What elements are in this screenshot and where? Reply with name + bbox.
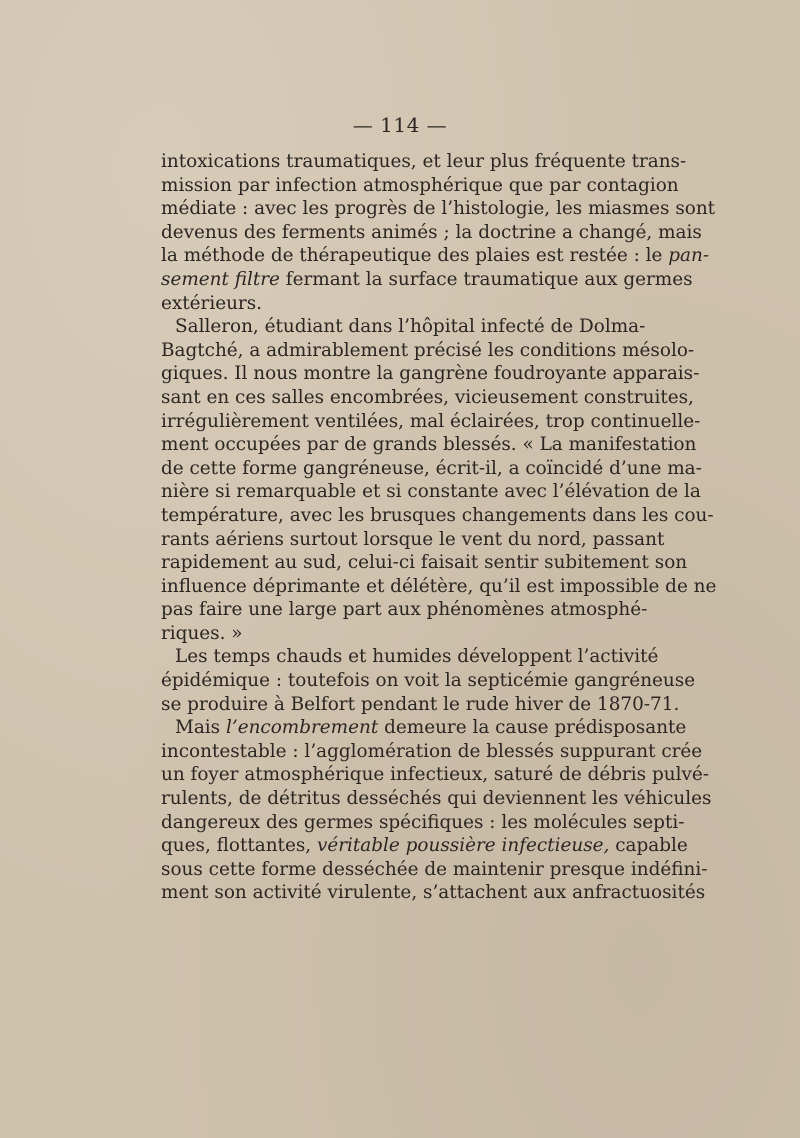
text-line: giques. Il nous montre la gangrène foudroyante apparais- [161, 363, 700, 385]
text-segment: ques, flottantes, [161, 835, 317, 857]
text-line: mission par infection atmosphérique que par contagion [161, 174, 679, 196]
text-line: dangereux des germes spécifiques : les molécules septi- [161, 811, 685, 833]
text-line: sant en ces salles encombrées, vicieusement construites, [161, 386, 694, 408]
italic-segment: sement filtre [161, 268, 280, 290]
text-line: rants aériens surtout lorsque le vent du nord, passant [161, 528, 665, 550]
text-segment: fermant la surface traumatique aux germes [279, 268, 693, 290]
text-line: de cette forme gangréneuse, écrit-il, a coïncidé d’une ma- [161, 457, 702, 479]
text-line: devenus des ferments animés ; la doctrine a changé, mais [161, 221, 702, 243]
text-line: Salleron, étudiant dans l’hôpital infecté de Dolma- [175, 316, 646, 338]
text-line: Les temps chauds et humides développent l’activité [175, 646, 659, 668]
text-line: pas faire une large part aux phénomènes atmosphé- [161, 599, 648, 621]
text-line: se produire à Belfort pendant le rude hiver de 1870-71. [161, 693, 680, 715]
italic-segment: pan- [668, 245, 710, 267]
text-segment: Mais [175, 717, 226, 739]
text-segment: capable [609, 835, 688, 857]
text-line: nière si remarquable et si constante avec l’élévation de la [161, 481, 701, 503]
text-line: intoxications traumatiques, et leur plus fréquente trans- [161, 151, 687, 172]
page-number: — 114 — [352, 113, 448, 137]
text-line: ment son activité virulente, s’attachent aux anfractuosités [161, 882, 706, 904]
text-line: irrégulièrement ventilées, mal éclairées, trop continuelle- [161, 410, 701, 432]
text-line [161, 716, 687, 740]
text-line: influence déprimante et délétère, qu’il est impossible de ne [161, 575, 717, 597]
text-segment: demeure la cause prédisposante [378, 717, 687, 739]
text-line: ment occupées par de grands blessés. « La manifestation [161, 434, 697, 456]
italic-segment: véritable poussière infectieuse, [316, 835, 610, 857]
text-line: un foyer atmosphérique infectieux, saturé de débris pulvé- [161, 764, 709, 786]
body-text [161, 150, 717, 905]
text-line [161, 834, 688, 858]
text-line [161, 268, 693, 292]
text-line: Bagtché, a admirablement précisé les conditions mésolo- [161, 339, 695, 361]
italic-segment: l’encombrement [225, 717, 379, 739]
text-segment: la méthode de thérapeutique des plaies est restée : le [161, 245, 669, 267]
text-line: riques. » [161, 622, 243, 644]
text-line [161, 244, 710, 268]
text-line: médiate : avec les progrès de l’histologie, les miasmes sont [161, 198, 716, 220]
text-line: rulents, de détritus desséchés qui deviennent les véhicules [161, 788, 712, 810]
text-line: incontestable : l’agglomération de blessés suppurant crée [161, 740, 703, 762]
text-line: rapidement au sud, celui-ci faisait sentir subitement son [161, 552, 688, 574]
text-line: extérieurs. [161, 292, 263, 314]
text-line: sous cette forme desséchée de maintenir presque indéfini- [161, 858, 708, 880]
text-line: épidémique : toutefois on voit la septicémie gangréneuse [161, 670, 696, 692]
text-line: température, avec les brusques changements dans les cou- [161, 504, 714, 526]
